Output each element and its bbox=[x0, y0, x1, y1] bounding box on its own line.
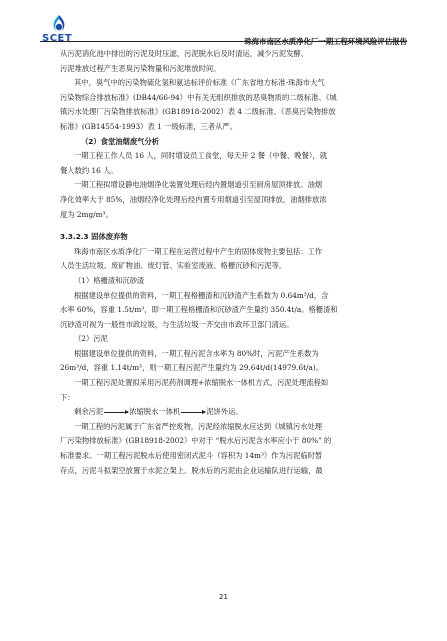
paragraph-line: 一期工程工作人员 16 人，同时增设员工食堂，每天开 2 餐（中餐、晚餐），就 bbox=[74, 151, 328, 161]
logo-text: SCET bbox=[42, 33, 73, 44]
paragraph-line: 珠海市南区水质净化厂一期工程在运营过程中产生的固体废物主要包括：工作 bbox=[74, 246, 323, 256]
paragraph-line: 26m³/d，容重 1.14t/m³，则一期工程污泥产生量约为 29.64t/d(14979.6t/a)。 bbox=[60, 363, 323, 373]
paragraph-line: 镇污水处理厂污染物排放标准》(GB18918-2002）表 4 二级标准、《恶臭污染物排放 bbox=[60, 107, 336, 117]
paragraph-line: 根据建设单位提供的资料，一期工程格栅渣和沉砂渣产生系数为 0.64m³/d，含 bbox=[74, 290, 329, 300]
header-divider bbox=[40, 41, 407, 42]
subsection-heading: （2）食堂油烟废气分析 bbox=[81, 136, 160, 146]
page-number: 21 bbox=[219, 593, 228, 601]
subsection-heading: （1）格栅渣和沉砂渣 bbox=[74, 275, 145, 285]
paragraph-line: 一期工程污泥处置拟采用污泥药剂调理+浓缩脱水一体机方式，污泥处理流程如 bbox=[74, 378, 329, 388]
paragraph-line: 一期工程拟增设静电油烟净化装置处理后经内置烟道引至厨房屋顶排放。油烟 bbox=[74, 180, 323, 190]
paragraph-line: 其中，臭气中的污染物硫化氢和氨达标评价标准《广东省地方标准-珠海市大气 bbox=[74, 78, 325, 88]
sludge-flow-diagram bbox=[60, 405, 387, 420]
paragraph-line: 一期工程的污泥属于广东省严控废物，污泥经浓缩脱水应达到《城镇污水处理 bbox=[74, 421, 323, 431]
paragraph-line: 标准要求。一期工程污泥脱水后使用密闭式泥斗（容积为 14m³）作为污泥临时暂 bbox=[60, 451, 323, 461]
flow-step-cake-transport: 泥饼外运。 bbox=[206, 407, 243, 417]
paragraph-line: 厂污染物排放标准》(GB18918-2002）中对于 “脱水后污泥含水率应小于 80%” 的 bbox=[60, 436, 332, 446]
scet-logo-icon bbox=[50, 14, 68, 34]
body-text bbox=[60, 47, 387, 478]
report-title: 珠海市南区水质净化厂一期工程环境风险评估报告 bbox=[244, 37, 407, 46]
section-heading: 3.3.2.3 固体废弃物 bbox=[60, 232, 128, 242]
subsection-heading: （2）污泥 bbox=[74, 334, 108, 344]
flow-step-dewatering-machine: 浓缩脱水一体机 bbox=[129, 407, 181, 417]
paragraph-line: 沉砂渣可视为一般性市政垃圾，与生活垃圾一齐交由市政环卫部门清运。 bbox=[60, 319, 294, 329]
paragraph-line: 根据建设单位提供的资料，一期工程污泥含水率为 80%时，污泥产生系数为 bbox=[74, 348, 319, 358]
paragraph-line: 存点，污泥斗拟架空放置于水泥立架上。脱水后的污泥由企业运输队进行运输，最 bbox=[60, 465, 323, 475]
flow-step-excess-sludge: 剩余污泥 bbox=[74, 407, 104, 417]
flow-arrow-icon bbox=[181, 412, 205, 413]
flow-arrow-icon bbox=[104, 412, 128, 413]
paragraph-line: 餐人数约 16 人。 bbox=[60, 165, 118, 175]
paragraph-line: 标准》(GB14554-1993）表 1 一级标准，三者从严。 bbox=[60, 121, 238, 131]
paragraph-line: 水率 60%，容重 1.5t/m³，即一期工程格栅渣和沉砂渣产生量约 350.4t/a。格栅渣和 bbox=[60, 305, 338, 315]
paragraph-line: 人员生活垃圾、废矿物油、废灯管、实验室废液、格栅沉砂和污泥等。 bbox=[60, 261, 287, 271]
paragraph-line: 污泥堆放过程产生恶臭污染物量和污泥堆放时间。 bbox=[60, 63, 221, 73]
paragraph-line: 从污泥消化池中排出的污泥及时压滤，污泥脱水后及时清运，减少污泥发酵、 bbox=[60, 49, 309, 58]
page-header bbox=[40, 14, 407, 46]
paragraph-line: 度为 2mg/m³。 bbox=[60, 209, 113, 219]
paragraph-line: 净化效率大于 85%，油烟经净化处理后经内置专用烟道引至屋顶排放，油烟排放浓 bbox=[60, 194, 327, 204]
paragraph-line: 下： bbox=[60, 392, 75, 402]
paragraph-line: 污染物综合排放标准》(DB44/66-94）中有关无组织排放的恶臭物质的二级标准、《城 bbox=[60, 92, 337, 102]
